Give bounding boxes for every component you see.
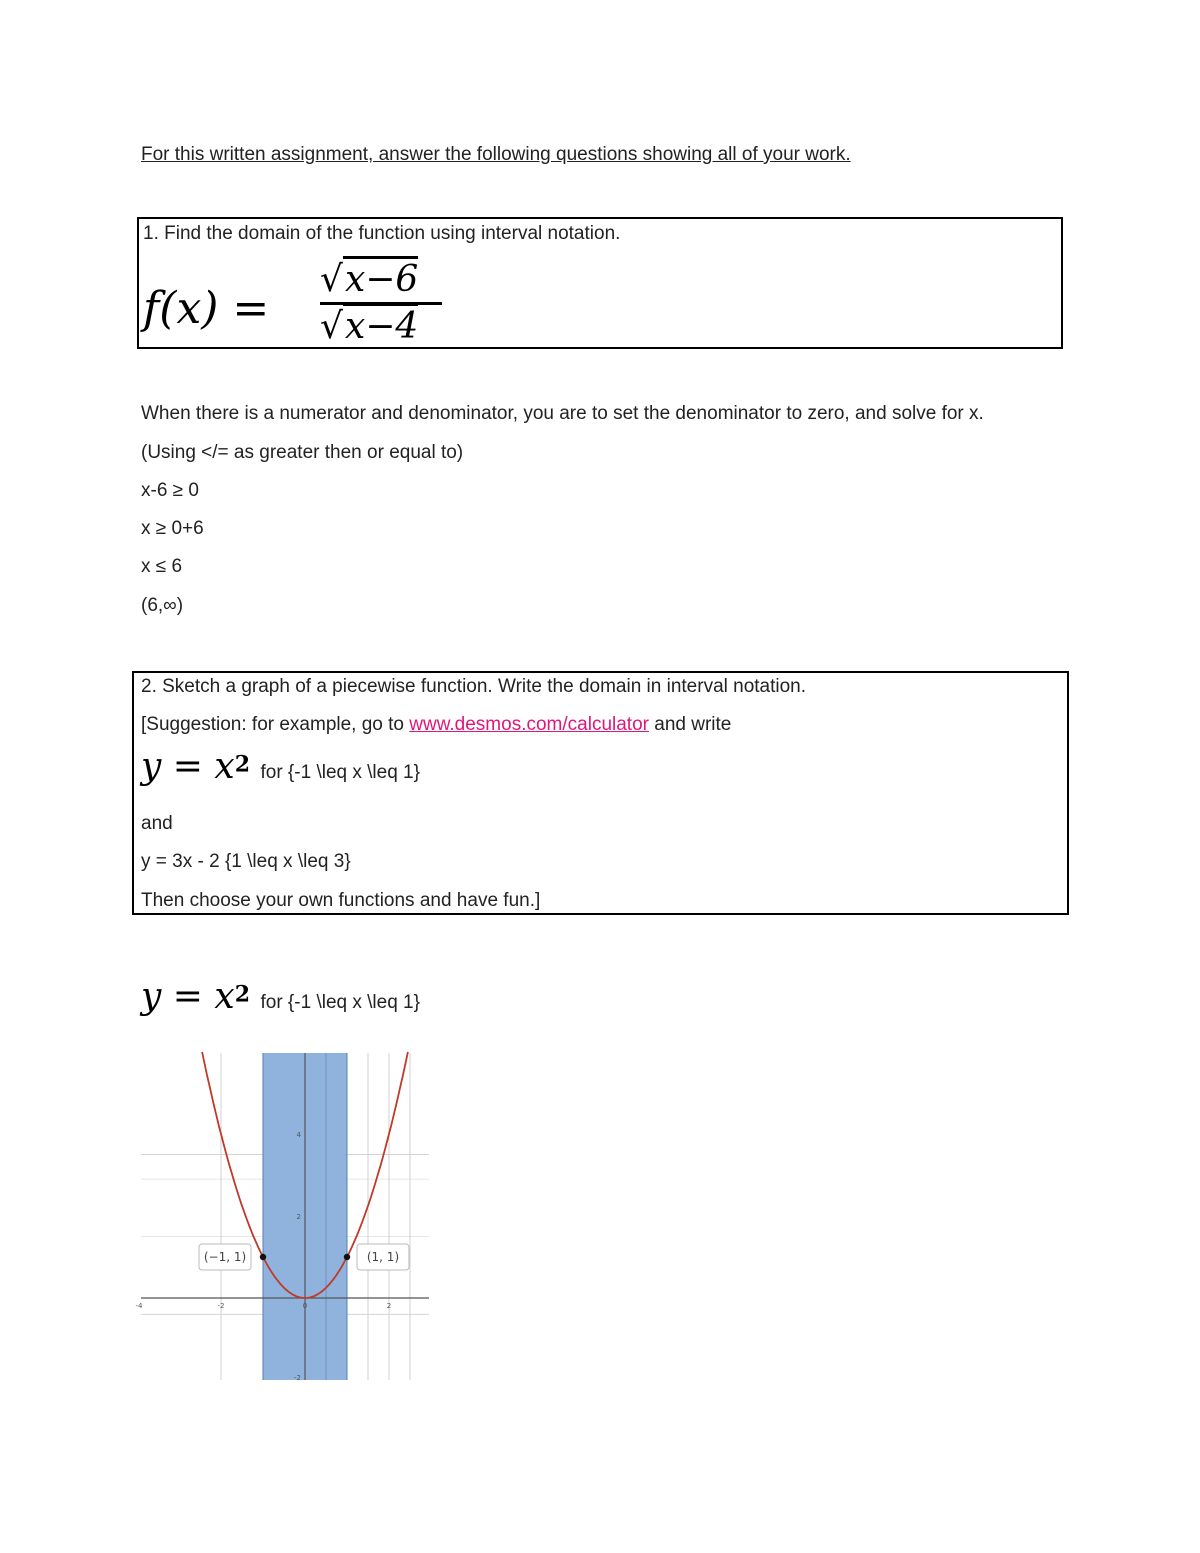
function-fraction [320, 260, 442, 347]
work-line-6: (6,∞) [141, 595, 184, 616]
work-line-4: x ≥ 0+6 [141, 518, 204, 539]
and-line: and [141, 813, 173, 834]
point-marker [260, 1254, 266, 1260]
question-1-prompt: 1. Find the domain of the function using interval notation. [143, 223, 621, 244]
work-line-5: x ≤ 6 [141, 556, 183, 577]
function-lhs: f(x) = [143, 283, 270, 334]
y-tick-label: 2 [296, 1213, 301, 1221]
question-2-box [132, 671, 1069, 915]
x-tick-label: 0 [302, 1302, 308, 1310]
x-tick-label: 2 [386, 1302, 392, 1310]
example-equation-2: y = 3x - 2 {1 \leq x \leq 3} [141, 851, 351, 872]
work-line-3: x-6 ≥ 0 [141, 480, 199, 501]
answer-equation: $y = x^2$ for {-1 \leq x \leq 1} [141, 976, 420, 1017]
example-equation-1: $y = x^2$ for {-1 \leq x \leq 1} [141, 746, 420, 787]
assignment-intro: For this written assignment, answer the following questions showing all of your work. [141, 144, 851, 165]
work-line-1: When there is a numerator and denominator, you are to set the denominator to zero, and solve for x. [141, 403, 984, 424]
y-tick-label: -2 [294, 1374, 301, 1382]
x-tick-label: -2 [217, 1302, 225, 1310]
point-label: (1, 1) [366, 1250, 400, 1264]
point-label: (−1, 1) [203, 1250, 247, 1264]
x-tick-label: -4 [135, 1302, 143, 1310]
point-marker [344, 1254, 350, 1260]
piecewise-graph [135, 1053, 429, 1382]
denominator: √x−4 [320, 307, 442, 347]
question-2-prompt: 2. Sketch a graph of a piecewise function. Write the domain in interval notation. [141, 676, 807, 697]
y-tick-label: 4 [296, 1131, 301, 1139]
numerator: √x−6 [320, 260, 442, 300]
closing-line: Then choose your own functions and have fun.] [141, 890, 541, 911]
work-line-2: (Using </= as greater then or equal to) [141, 442, 464, 463]
desmos-link[interactable]: www.desmos.com/calculator [409, 714, 649, 735]
suggestion-line: [Suggestion: for example, go to www.desmos.com/calculator and write [141, 714, 732, 735]
